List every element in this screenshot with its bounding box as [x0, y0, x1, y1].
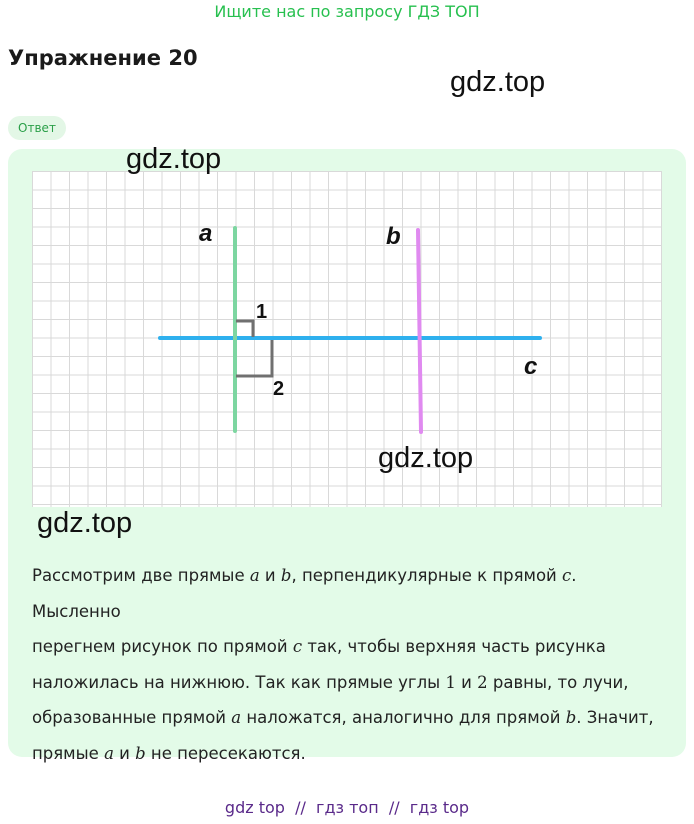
label-b: b: [386, 223, 401, 250]
answer-tab-button[interactable]: Ответ: [8, 116, 66, 140]
exercise-title: Упражнение 20: [8, 46, 198, 70]
footer-links: gdz top // гдз топ // гдз top: [224, 798, 470, 817]
figure-drawing: [32, 171, 662, 507]
line-b: [418, 230, 421, 432]
angle-1-mark: [236, 321, 253, 337]
angle-2-mark: [236, 340, 272, 376]
solution-line: прямые a и b не пересекаются.: [32, 743, 306, 763]
watermark: gdz.top: [37, 507, 133, 539]
label-c: c: [524, 353, 538, 380]
label-angle-1: 1: [256, 301, 268, 323]
geometry-figure: [32, 171, 662, 507]
solution-text: [32, 558, 667, 771]
watermark: gdz.top: [450, 66, 546, 98]
label-a: a: [199, 220, 213, 247]
solution-line: образованные прямой a наложатся, аналогично для прямой b. Значит,: [32, 708, 654, 727]
solution-line: наложилась на нижнюю. Так как прямые углы 1 и 2 равны, то лучи,: [32, 672, 629, 692]
label-angle-2: 2: [273, 378, 285, 400]
watermark: gdz.top: [126, 143, 222, 175]
search-banner: Ищите нас по запросу ГДЗ ТОП: [214, 2, 480, 21]
solution-line: перегнем рисунок по прямой c так, чтобы верхняя часть рисунка: [32, 637, 606, 656]
watermark: gdz.top: [378, 442, 474, 474]
solution-line: Рассмотрим две прямые a и b, перпендикулярные к прямой c. Мысленно: [32, 566, 577, 621]
